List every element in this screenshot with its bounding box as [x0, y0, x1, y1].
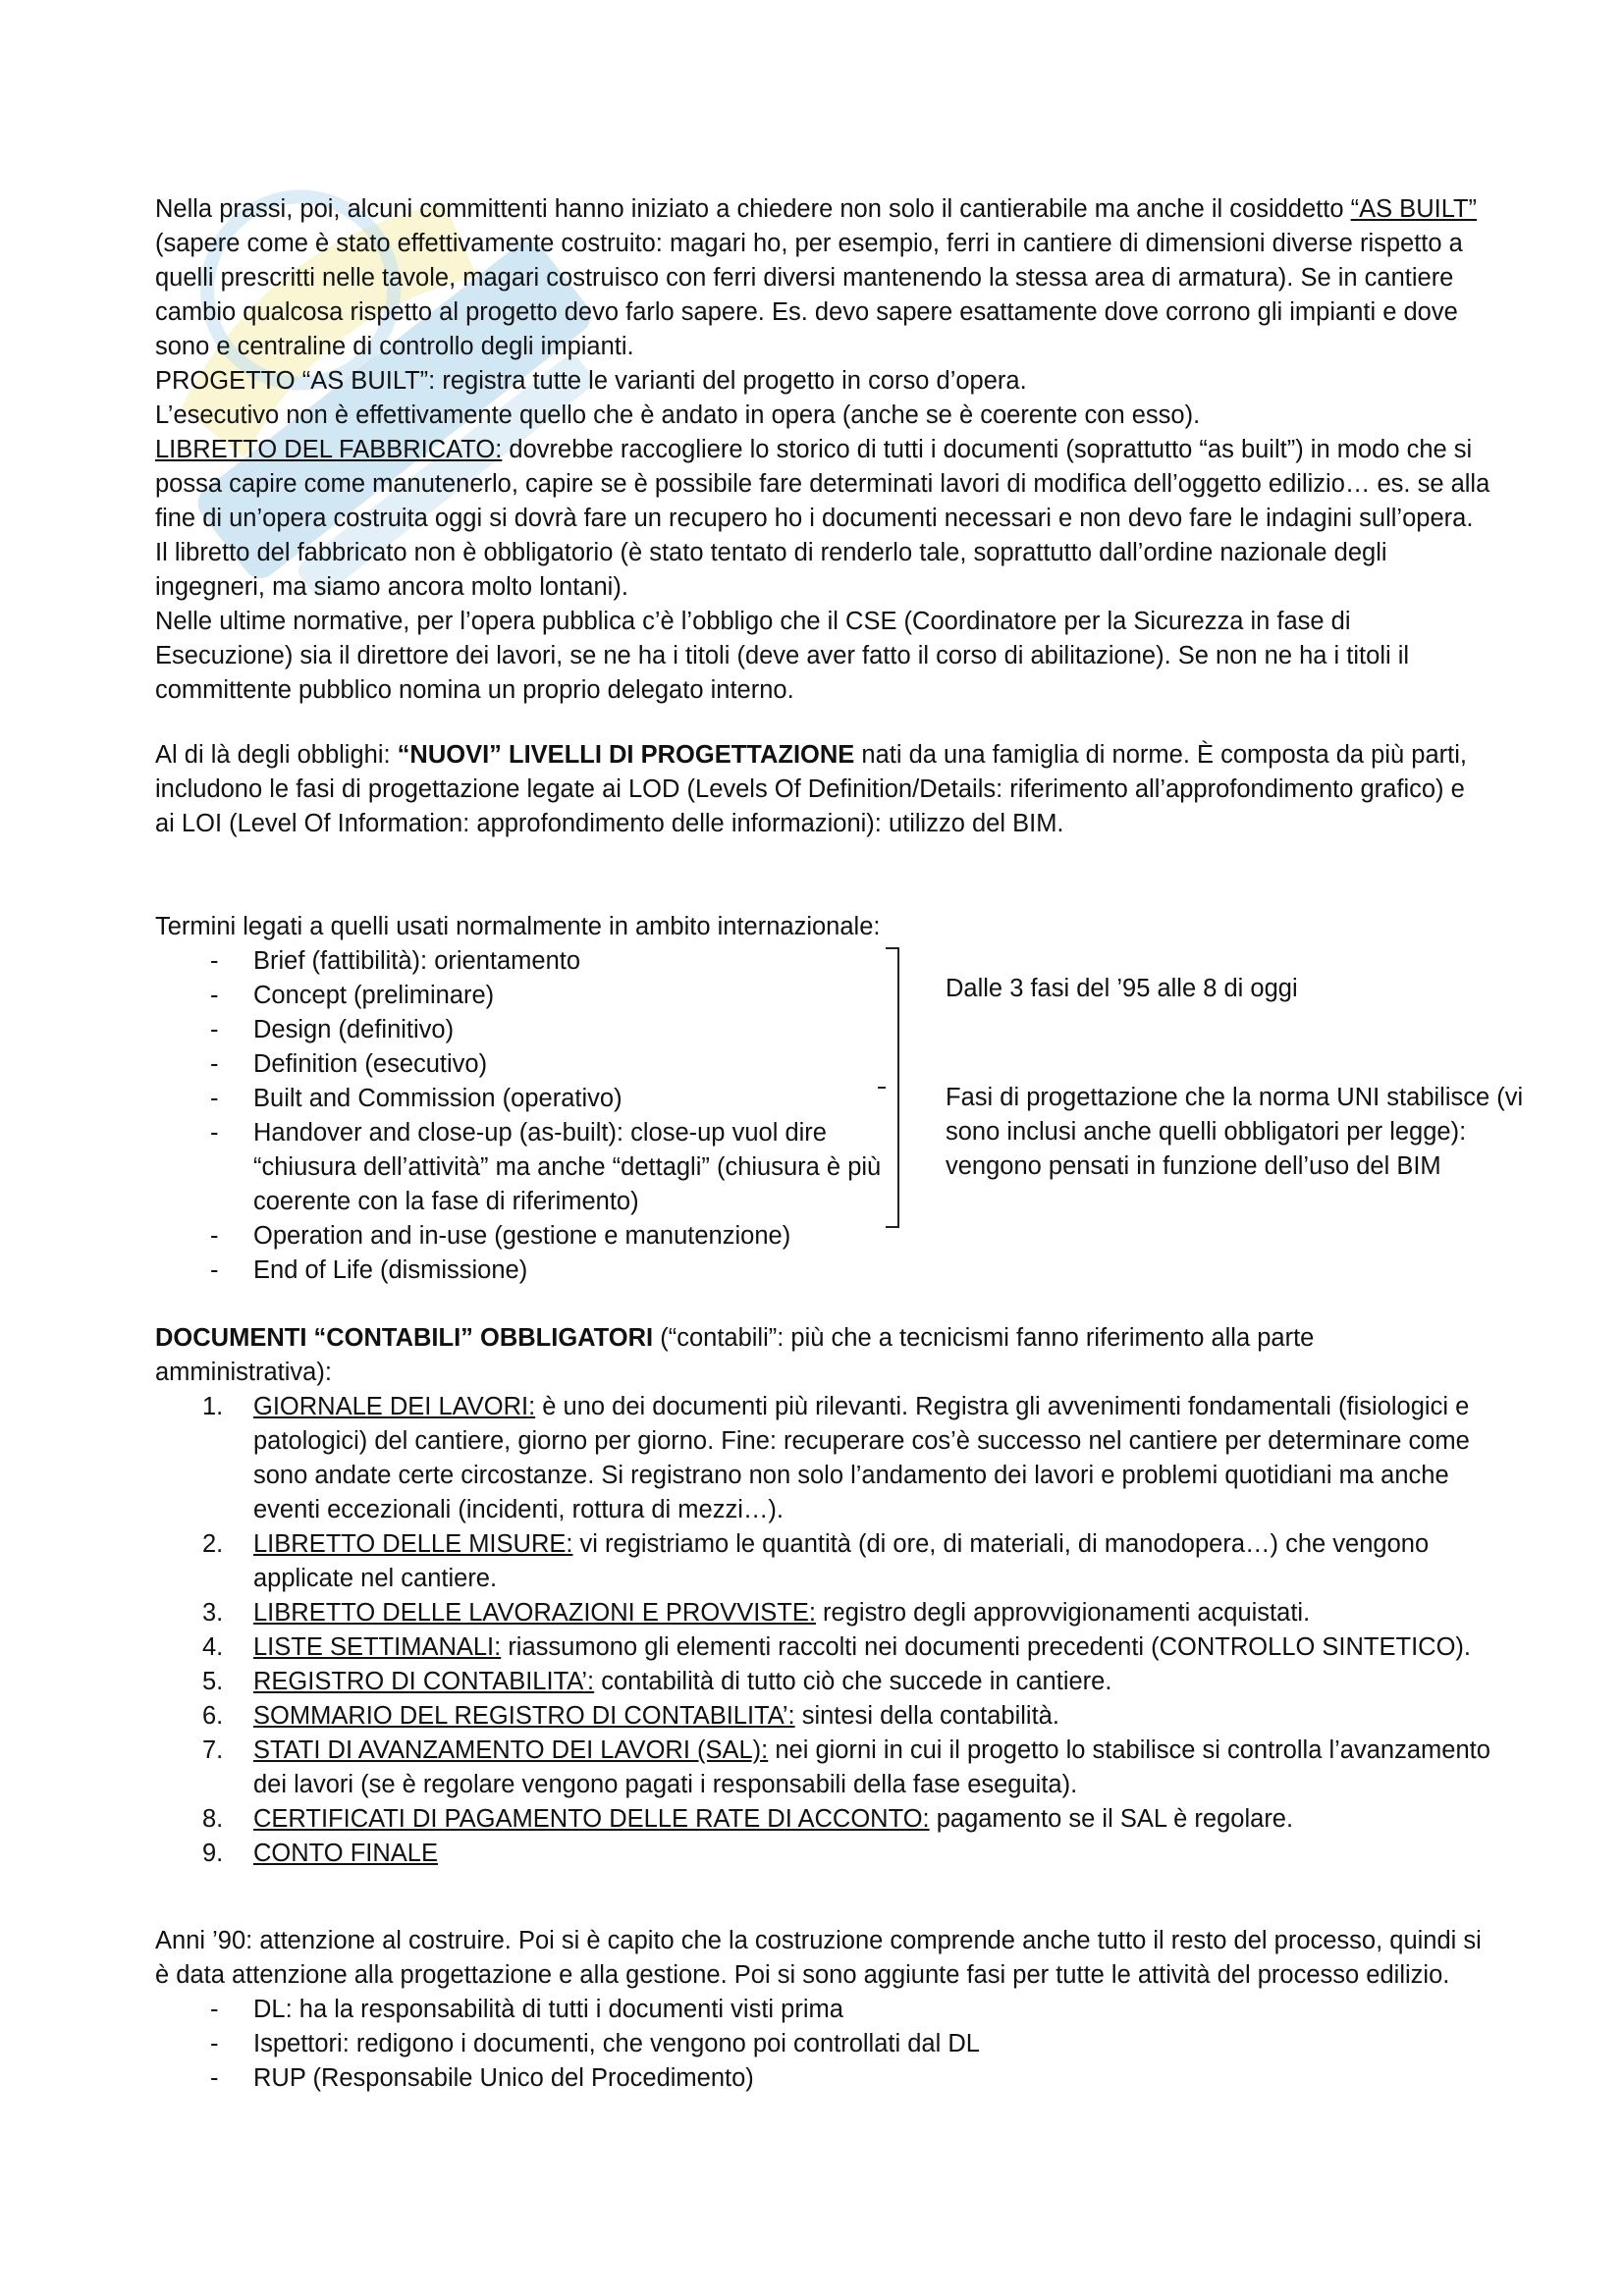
- paragraph-text: Al di là degli obblighi:: [155, 741, 398, 769]
- paragraph-text: dovrebbe raccogliere lo storico di tutti i documenti (soprattutto “as built”) in modo che si possa capire come manutenerlo, capire se è possibile fare determinati lavori di modifica dell’oggetto edilizio… es. se alla fine di un’opera costruita oggi si dovrà fare un recupero ho i documenti necessari e non devo fare le indagini sull’opera. Il libretto del fabbricato non è obbligatorio (è stato tentato di renderlo tale, soprattutto dall’ordine nazionale degli ingegneri, ma siamo ancora molto lontani).: [155, 436, 1490, 601]
- item-label: CERTIFICATI DI PAGAMENTO DELLE RATE DI ACCONTO:: [253, 1805, 930, 1833]
- list-item: [155, 1527, 1490, 1596]
- livelli-progettazione-section: [155, 738, 1490, 841]
- documents-heading: [155, 1321, 1490, 1390]
- item-number: 1.: [202, 1393, 224, 1420]
- as-built-term: “AS BUILT”: [1350, 195, 1478, 223]
- list-item: - Handover and close-up (as-built): close-up vuol dire “chiusura dell’attività” ma anche “dettagli” (chiusura è più coerente con la fase di riferimento): [155, 1116, 882, 1219]
- item-number: 9.: [202, 1840, 224, 1867]
- item-number: 5.: [202, 1668, 224, 1695]
- item-number: 7.: [202, 1736, 224, 1764]
- item-text: sintesi della contabilità.: [794, 1702, 1059, 1730]
- phases-side-note-1: Dalle 3 fasi del ’95 alle 8 di oggi: [946, 975, 1298, 1002]
- item-label: GIORNALE DEI LAVORI:: [253, 1393, 536, 1420]
- list-item: [155, 1665, 1490, 1699]
- paragraph-as-built-intro: [155, 192, 1490, 364]
- phases-list: [155, 944, 882, 1288]
- paragraph-libretto-fabbricato: [155, 433, 1490, 605]
- documents-heading-bold: DOCUMENTI “CONTABILI” OBBLIGATORI: [155, 1324, 654, 1352]
- list-item: [155, 1837, 1490, 1871]
- libretto-fabbricato-label: LIBRETTO DEL FABBRICATO:: [155, 436, 503, 463]
- list-item: [155, 1390, 1490, 1527]
- phases-side-note-2: Fasi di progettazione che la norma UNI stabilisce (vi sono inclusi anche quelli obbligatori per legge): vengono pensati in funzione dell’uso del BIM: [946, 1084, 1524, 1180]
- item-text: riassumono gli elementi raccolti nei documenti precedenti (CONTROLLO SINTETICO).: [501, 1633, 1471, 1661]
- documents-list: [155, 1390, 1490, 1871]
- item-label: LIBRETTO DELLE MISURE:: [253, 1530, 573, 1558]
- list-item: [155, 1734, 1490, 1802]
- item-text: è uno dei documenti più rilevanti. Registra gli avvenimenti fondamentali (fisiologici e patologici) del cantiere, giorno per giorno. Fine: recuperare cos’è successo nel cantiere per determinare come sono andate certe circostanze. Si registrano non solo l’andamento dei lavori e problemi quotidiani ma anche eventi eccezionali (incidenti, rottura di mezzi…).: [253, 1393, 1470, 1523]
- item-label: LIBRETTO DELLE LAVORAZIONI E PROVVISTE:: [253, 1599, 816, 1627]
- phases-bracket: [886, 947, 899, 1228]
- item-number: 6.: [202, 1702, 224, 1730]
- intro-section: [155, 192, 1490, 708]
- list-item: [155, 1630, 1490, 1665]
- roles-list: [155, 1993, 1490, 2096]
- item-text: pagamento se il SAL è regolare.: [929, 1805, 1294, 1833]
- paragraph-livelli: [155, 738, 1490, 841]
- item-text: registro degli approvvigionamenti acquistati.: [815, 1599, 1311, 1627]
- paragraph-progetto-as-built: PROGETTO “AS BUILT”: registra tutte le varianti del progetto in corso d’opera.: [155, 367, 1027, 395]
- item-text: nei giorni in cui il progetto lo stabilisce si controlla l’avanzamento dei lavori (se è regolare vengono pagati i responsabili della fase eseguita).: [253, 1736, 1490, 1798]
- documents-section: [155, 1321, 1490, 1871]
- list-item: [155, 1699, 1490, 1734]
- item-text: contabilità di tutto ciò che succede in cantiere.: [594, 1668, 1112, 1695]
- list-item: - Definition (esecutivo): [155, 1047, 882, 1082]
- list-item: - Ispettori: redigono i documenti, che vengono poi controllati dal DL: [155, 2027, 1490, 2061]
- list-item: - Operation and in-use (gestione e manutenzione): [155, 1219, 882, 1254]
- item-number: 8.: [202, 1805, 224, 1833]
- item-label: CONTO FINALE: [253, 1840, 438, 1867]
- item-label: LISTE SETTIMANALI:: [253, 1633, 502, 1661]
- paragraph-text: (“contabili”: più che a tecnicismi fanno riferimento alla parte amministrativa):: [155, 1324, 1315, 1386]
- list-item: - Built and Commission (operativo): [155, 1082, 882, 1116]
- paragraph-anni-90: Anni ’90: attenzione al costruire. Poi si è capito che la costruzione comprende anche tutto il resto del processo, quindi si è data attenzione alla progettazione e alla gestione. Poi si sono aggiunte fasi per tutte le attività del processo edilizio.: [155, 1927, 1482, 1989]
- paragraph-esecutivo: L’esecutivo non è effettivamente quello che è andato in opera (anche se è coerente con esso).: [155, 401, 1201, 429]
- list-item: - DL: ha la responsabilità di tutti i documenti visti prima: [155, 1993, 1490, 2027]
- paragraph-text: (sapere come è stato effettivamente costruito: magari ho, per esempio, ferri in cantiere di dimensioni diverse rispetto a quelli prescritti nelle tavole, magari costruisco con ferri diversi mantenendo la stessa area di armatura). Se in cantiere cambio qualcosa rispetto al progetto devo farlo sapere. Es. devo sapere esattamente dove corrono gli impianti e dove sono e centraline di controllo degli impianti.: [155, 230, 1463, 360]
- item-number: 4.: [202, 1633, 224, 1661]
- phases-bracket-tick: [878, 1087, 886, 1089]
- list-item: [155, 1596, 1490, 1630]
- item-label: SOMMARIO DEL REGISTRO DI CONTABILITA’:: [253, 1702, 795, 1730]
- list-item: - Design (definitivo): [155, 1013, 882, 1047]
- item-text: vi registriamo le quantità (di ore, di materiali, di manodopera…) che vengono applicate nel cantiere.: [253, 1530, 1430, 1592]
- paragraph-text: nati da una famiglia di norme. È composta da più parti, includono le fasi di progettazione legate ai LOD (Levels Of Definition/Details: riferimento all’approfondimento grafico) e ai LOI (Level Of Information: approfondimento delle informazioni): utilizzo del BIM.: [155, 741, 1467, 837]
- livelli-heading: “NUOVI” LIVELLI DI PROGETTAZIONE: [397, 741, 855, 769]
- paragraph-cse: Nelle ultime normative, per l’opera pubblica c’è l’obbligo che il CSE (Coordinatore per la Sicurezza in fase di Esecuzione) sia il direttore dei lavori, se ne ha i titoli (deve aver fatto il corso di abilitazione). Se non ne ha i titoli il committente pubblico nomina un proprio delegato interno.: [155, 608, 1410, 704]
- list-item: - Brief (fattibilità): orientamento: [155, 944, 882, 979]
- closing-section: [155, 1924, 1490, 2096]
- list-item: [155, 1802, 1490, 1837]
- list-item: - Concept (preliminare): [155, 979, 882, 1013]
- item-label: STATI DI AVANZAMENTO DEI LAVORI (SAL):: [253, 1736, 769, 1764]
- list-item: - End of Life (dismissione): [155, 1254, 882, 1288]
- phases-intro: Termini legati a quelli usati normalmente in ambito internazionale:: [155, 913, 881, 940]
- item-number: 3.: [202, 1599, 224, 1627]
- item-number: 2.: [202, 1530, 224, 1558]
- paragraph-text: Nella prassi, poi, alcuni committenti hanno iniziato a chiedere non solo il cantierabile ma anche il cosiddetto: [155, 195, 1351, 223]
- list-item: - RUP (Responsabile Unico del Procedimento): [155, 2061, 1490, 2096]
- item-label: REGISTRO DI CONTABILITA’:: [253, 1668, 595, 1695]
